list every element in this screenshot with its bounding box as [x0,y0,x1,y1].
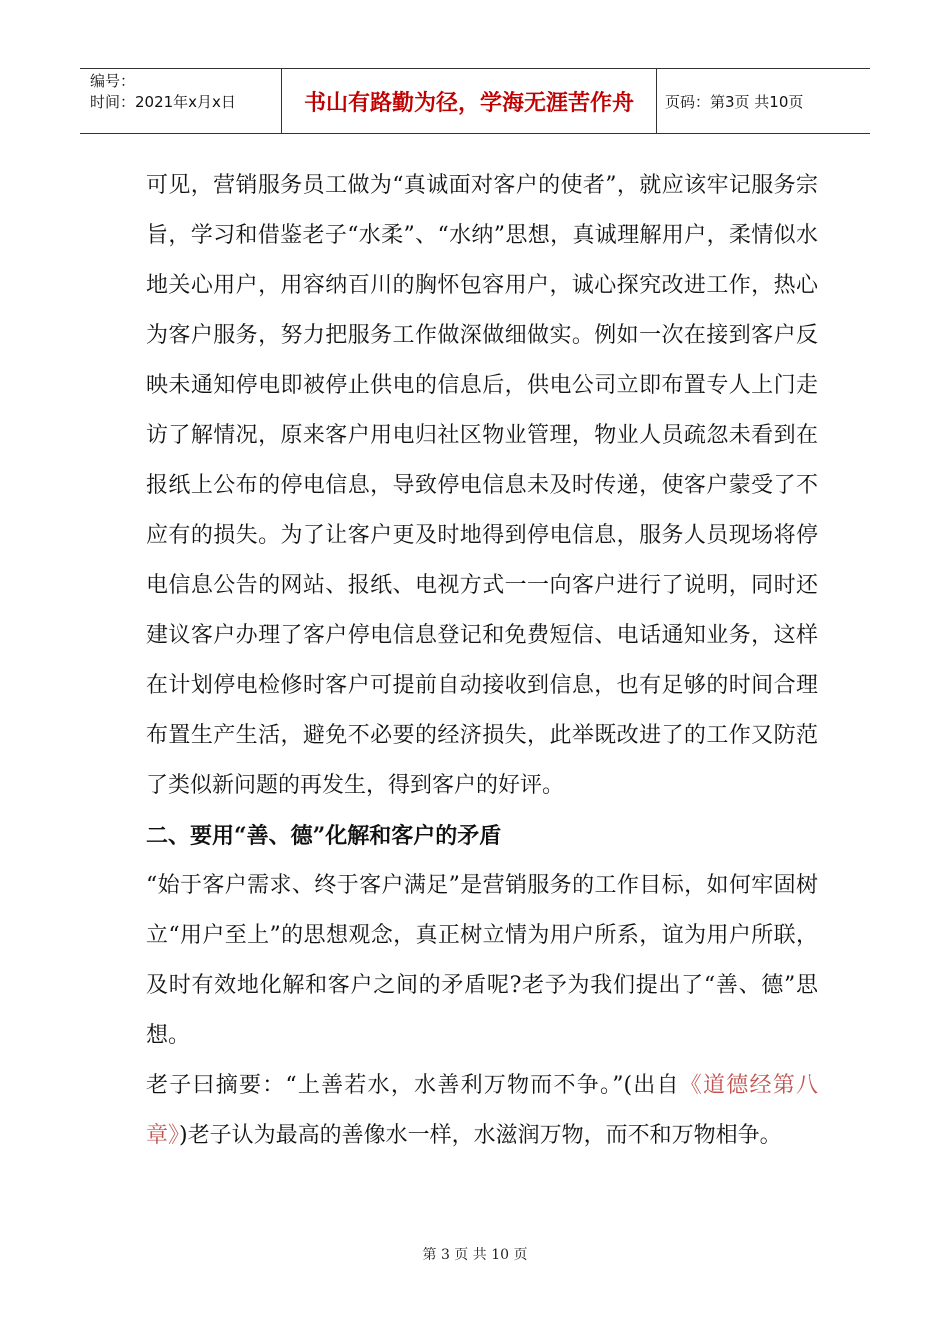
body-paragraph-quote [146,1061,818,1161]
quote-text-after: )老子认为最高的善像水一样，水滋润万物，而不和万物相争。 [179,1123,782,1148]
section-heading: 二、要用“善、德”化解和客户的矛盾 [146,823,502,849]
document-body [146,161,818,1161]
page-footer: 第 3 页 共 10 页 [422,1247,528,1263]
quote-text-before: 老子曰摘要：“上善若水，水善利万物而不争。”(出自 [146,1073,680,1098]
body-paragraph: 可见，营销服务员工做为“真诚面对客户的使者”，就应该牢记服务宗旨，学习和借鉴老子“水柔”、“水纳”思想，真诚理解用户，柔情似水地关心用户，用容纳百川的胸怀包容用户，诚心探究改进工作，热心为客户服务，努力把服务工作做深做细做实。例如一次在接到客户反映未通知停电即被停止供电的信息后，供电公司立即布置专人上门走访了解情况，原来客户用电归社区物业管理，物业人员疏忽未看到在报纸上公布的停电信息，导致停电信息未及时传递，使客户蒙受了不应有的损失。为了让客户更及时地得到停电信息，服务人员现场将停电信息公告的网站、报纸、电视方式一一向客户进行了说明，同时还建议客户办理了客户停电信息登记和免费短信、电话通知业务，这样在计划停电检修时客户可提前自动接收到信息，也有足够的时间合理布置生产生活，避免不必要的经济损失，此举既改进了的工作又防范了类似新问题的再发生，得到客户的好评。 [146,173,818,798]
document-number-label: 编号： [90,72,136,90]
book-reference-link[interactable]: 《道德经第八章》 [146,1073,818,1148]
header-meta [80,69,282,133]
header-page-info: 页码：第3页 共10页 [665,92,804,111]
header-motto: 书山有路勤为径，学海无涯苦作舟 [282,69,657,133]
document-time-label: 时间：2021年x月x日 [90,93,236,111]
body-paragraph: “始于客户需求、终于客户满足”是营销服务的工作目标，如何牢固树立“用户至上”的思想观念，真正树立情为用户所系，谊为用户所联，及时有效地化解和客户之间的矛盾呢?老予为我们提出了“善、德”思想。 [146,873,818,1048]
page-header [80,68,870,134]
